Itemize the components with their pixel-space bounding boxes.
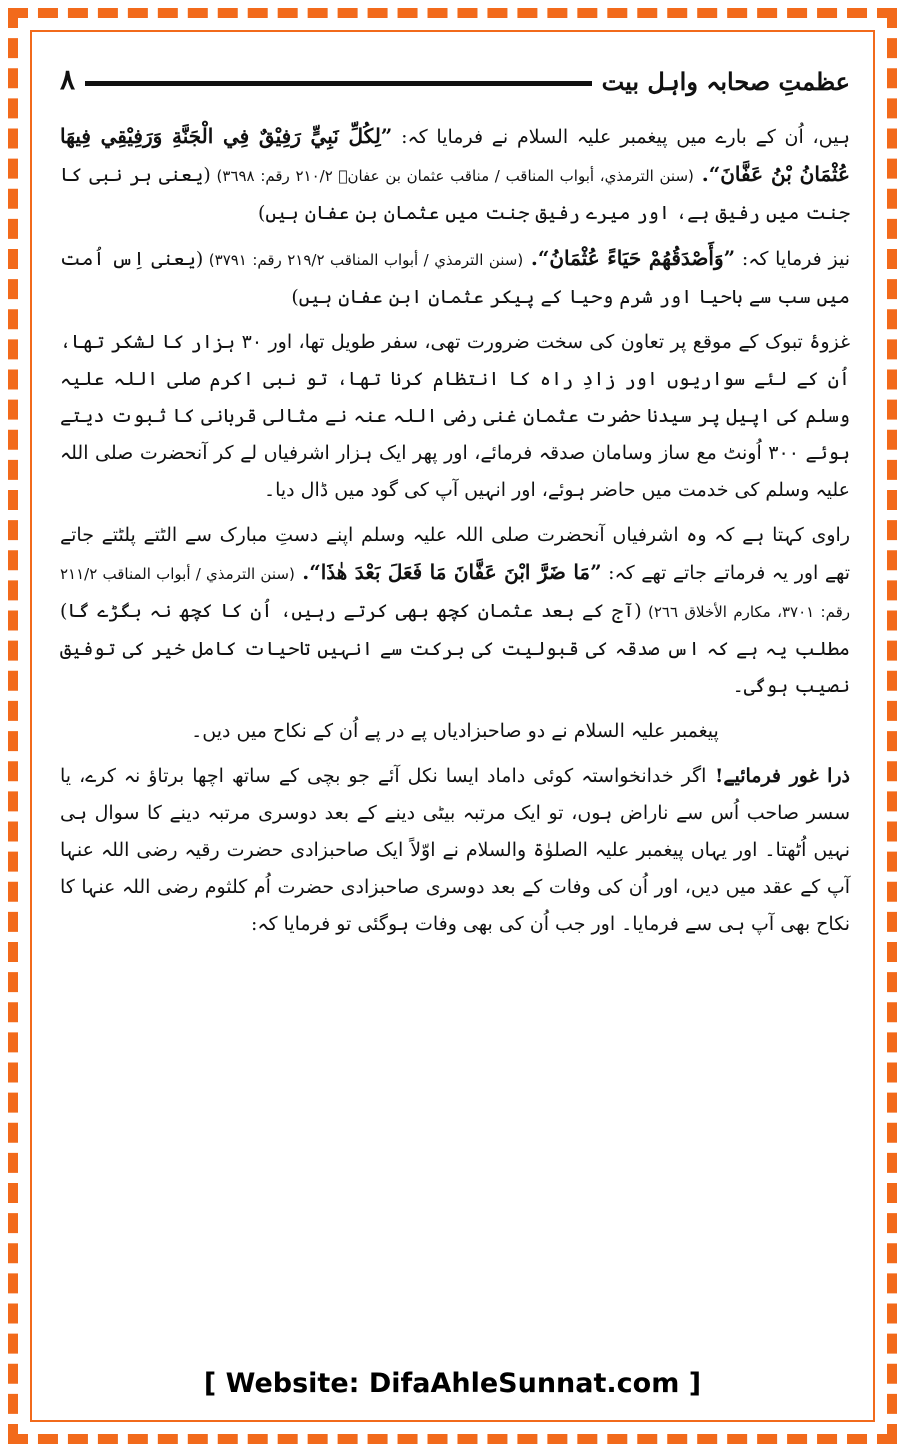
- paragraph: [60, 118, 850, 232]
- text-segment: (یعنی اِس اُمت میں سب سے باحیا اور شرم وحیا کے پیکر عثمان ابن عفان ہیں): [60, 248, 850, 308]
- paragraph: [60, 517, 850, 705]
- text-segment: غزوۂ تبوک کے موقع پر تعاون کی سخت ضرورت تھی، سفر طویل تھا، اور ٣٠ ہزار کا لشکر تھا، اُن کے لئے سواریوں اور زادِ راہ کا انتظام کرنا تھا، تو نبی اکرم صلی اللہ علیہ وسلم کی اپیل پر سیدنا حضرت عثمان غنی رضی اللہ عنہ نے مثالی قربانی کا ثبوت دیتے ہوئے ٣٠٠ اُونٹ مع ساز وسامان صدقہ فرمائے، اور پھر ایک ہزار اشرفیاں لے کر آنحضرت صلی اللہ علیہ وسلم کی خدمت میں حاضر ہوئے، اور انہیں آپ کی گود میں ڈال دیا۔: [60, 331, 850, 501]
- text-segment: پیغمبر علیہ السلام نے دو صاحبزادیاں پے در پے اُن کے نکاح میں دیں۔: [191, 720, 719, 742]
- paragraph: [60, 713, 850, 750]
- text-segment: ہیں، اُن کے بارے میں پیغمبر علیہ السلام نے فرمایا کہ:: [392, 126, 850, 148]
- text-segment: نیز فرمایا کہ:: [735, 248, 850, 270]
- ref-segment: (سنن الترمذي / أبواب المناقب ٢١٩/٢ رقم: ٣٧٩١): [203, 251, 524, 269]
- book-page: [60, 48, 850, 1388]
- paragraph: [60, 324, 850, 509]
- page-number: ٨: [60, 63, 76, 96]
- ref-segment: (سنن الترمذي، أبواب المناقب / مناقب عثمان بن عفانؓ ٢١٠/٢ رقم: ٣٦٩٨): [210, 167, 694, 185]
- website-footer: [ Website: DifaAhleSunnat.com ]: [203, 1368, 702, 1399]
- arabic-segment: ”مَا ضَرَّ ابْنَ عَفَّانَ مَا فَعَلَ بَعْدَ هٰذَا“.: [294, 560, 602, 584]
- text-segment: (یعنی ہر نبی کا جنت میں رفیق ہے، اور میرے رفیق جنت میں عثمان بن عفان ہیں): [60, 164, 850, 224]
- arabic-segment: ”لِكُلِّ نَبِيٍّ رَفِيْقٌ فِي الْجَنَّةِ وَرَفِيْقِي فِيهَا عُثْمَانُ بْنُ عَفَّانَ“.: [60, 124, 850, 186]
- book-title: عظمتِ صحابہ واہل بیت: [601, 67, 850, 96]
- page-header: [60, 48, 850, 96]
- ref-segment: (سنن الترمذي / أبواب المناقب ٢١١/٢ رقم: ٣٧٠١، مكارم الأخلاق ٢٦٦): [60, 565, 850, 621]
- page-body: [60, 118, 850, 943]
- strong-segment: ذرا غور فرمائیے!: [706, 765, 850, 787]
- text-segment: اگر خدانخواستہ کوئی داماد ایسا نکل آئے جو بچی کے ساتھ اچھا برتاؤ نہ کرے، یا سسر صاحب اُس سے ناراض ہوں، تو ایک مرتبہ بیٹی دینے کے بعد دوسری مرتبہ دینے کا سوال ہی نہیں اُٹھتا۔ اور یہاں پیغمبر علیہ الصلوٰۃ والسلام نے اوّلاً ایک صاحبزادی حضرت رقیہ رضی اللہ عنہا آپ کے عقد میں دیں، اور اُن کی وفات کے بعد دوسری صاحبزادی حضرت اُم کلثوم رضی اللہ عنہا کا نکاح بھی آپ ہی سے فرمایا۔ اور جب اُن کی بھی وفات ہوگئی تو فرمایا کہ:: [60, 765, 850, 935]
- text-segment: (آج کے بعد عثمان کچھ بھی کرتے رہیں، اُن کا کچھ نہ بگڑے گا) مطلب یہ ہے کہ اس صدقہ کی قبولیت کی برکت سے انہیں تاحیات کامل خیر کی توفیق نصیب ہوگی۔: [60, 600, 850, 697]
- paragraph: [60, 758, 850, 943]
- paragraph: [60, 240, 850, 316]
- header-rule: [85, 81, 592, 86]
- arabic-segment: ”وَأَصْدَقُهُمْ حَيَاءً عُثْمَانُ“.: [523, 246, 736, 270]
- text-segment: راوی کہتا ہے کہ وہ اشرفیاں آنحضرت صلی اللہ علیہ وسلم اپنے دستِ مبارک سے الٹتے پلٹتے جاتے تھے اور یہ فرماتے جاتے تھے کہ:: [60, 524, 850, 584]
